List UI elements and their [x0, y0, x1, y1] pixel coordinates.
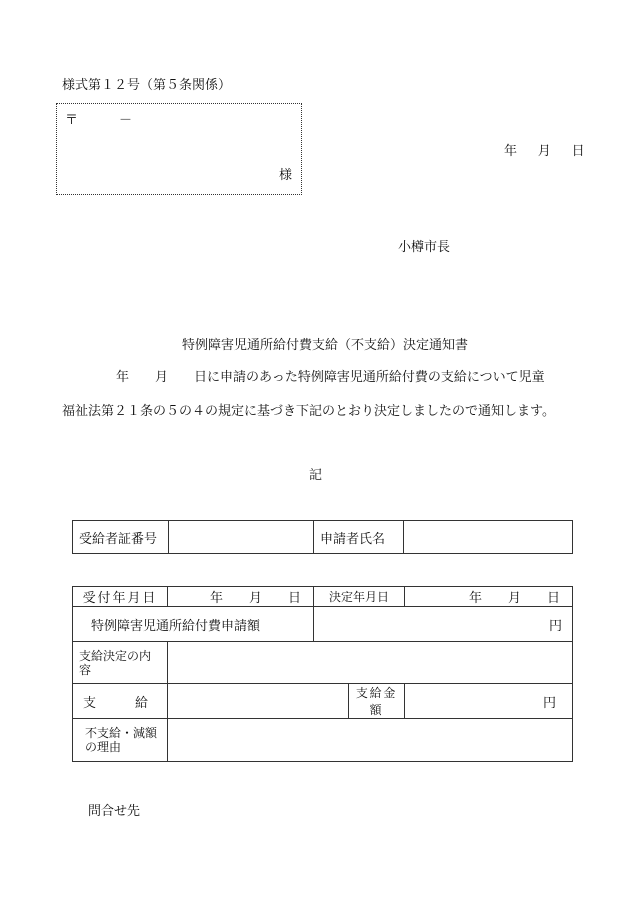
decision-date-value[interactable]: 年 月 日 — [405, 587, 573, 607]
body-line-2: 福祉法第２１条の５の４の規定に基づき下記のとおり決定しましたので通知します。 — [62, 404, 555, 419]
content-value[interactable] — [168, 642, 573, 684]
postal-mark: 〒 — [65, 113, 79, 128]
cert-no-label: 受給者証番号 — [73, 521, 169, 554]
issuer: 小樽市長 — [398, 240, 451, 255]
address-box — [56, 103, 302, 195]
date-line: 年 月 日 — [504, 144, 589, 159]
table-applicant — [72, 520, 573, 554]
receipt-date-label: 受付年月日 — [73, 587, 168, 607]
honorific-sama: 様 — [279, 168, 293, 183]
ki-heading: 記 — [309, 468, 323, 483]
reason-value[interactable] — [168, 719, 573, 762]
cert-no-value[interactable] — [169, 521, 314, 554]
decision-date-label: 決定年月日 — [314, 587, 405, 607]
content-label: 支給決定の内容 — [73, 642, 168, 684]
contact-label: 問合せ先 — [88, 804, 141, 819]
applicant-label: 申請者氏名 — [314, 521, 404, 554]
receipt-date-value[interactable]: 年 月 日 — [168, 587, 314, 607]
body-line-1: 年 月 日に申請のあった特例障害児通所給付費の支給について児童 — [116, 370, 545, 385]
amount-label: 支給金額 — [349, 684, 405, 719]
form-number: 様式第１２号（第５条関係） — [62, 78, 232, 93]
postal-dash: － — [119, 113, 133, 128]
reason-label: 不支給・減額の理由 — [73, 719, 168, 762]
payment-value[interactable] — [168, 684, 349, 719]
payment-label: 支 給 — [73, 684, 168, 719]
applicant-value[interactable] — [404, 521, 573, 554]
amount-yen[interactable]: 円 — [405, 684, 573, 719]
claim-label: 特例障害児通所給付費申請額 — [73, 607, 314, 642]
document-title: 特例障害児通所給付費支給（不支給）決定通知書 — [182, 338, 469, 353]
table-decision — [72, 586, 573, 762]
claim-yen[interactable]: 円 — [314, 607, 573, 642]
